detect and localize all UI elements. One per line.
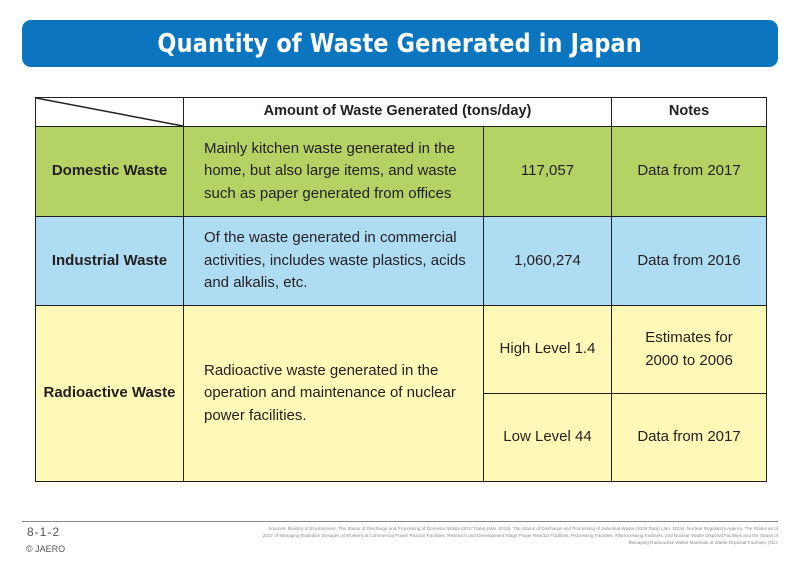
header-notes: Notes xyxy=(612,98,767,127)
corner-cell xyxy=(36,98,184,127)
amount-cell: High Level 1.4 xyxy=(484,306,612,394)
sources-text: Sources: Ministry of Environment, The Status of Discharge and Processing of Domestic Waste (2017 Data) (Mar. 2019), The Status of Discharge and Processing of Industrial Waste (2016 Data) (Jan. 2019), Nuclear Regulatory Agency, The Status as of 2017 of Managing Radiation Dosages of Workers at Commercial Power Reactor Facilities, Research and Development Stage Power Reactor Facilities, Processing Facilities, Reprocessing Facilities, and Nuclear Waste Disposal Facilities and the Status of Managing Radioactive Waste Materials at Waste Disposal Facilities, (Oct. xyxy=(262,526,778,545)
page-number: 8-1-2 xyxy=(27,525,61,539)
header-amount: Amount of Waste Generated (tons/day) xyxy=(184,98,612,127)
category-cell: Radioactive Waste xyxy=(36,306,184,482)
note-cell: Data from 2017 xyxy=(612,394,767,482)
page-title: Quantity of Waste Generated in Japan xyxy=(157,28,643,59)
description-cell: Of the waste generated in commercial activities, includes waste plastics, acids and alkalis, etc. xyxy=(184,217,484,306)
note-cell: Estimates for 2000 to 2006 xyxy=(612,306,767,394)
copyright: © JAERO xyxy=(26,544,66,554)
note-cell: Data from 2017 xyxy=(612,127,767,217)
amount-cell: Low Level 44 xyxy=(484,394,612,482)
amount-cell: 1,060,274 xyxy=(484,217,612,306)
category-cell: Domestic Waste xyxy=(36,127,184,217)
description-cell: Radioactive waste generated in the operation and maintenance of nuclear power facilities. xyxy=(184,306,484,482)
category-cell: Industrial Waste xyxy=(36,217,184,306)
amount-cell: 117,057 xyxy=(484,127,612,217)
description-cell: Mainly kitchen waste generated in the home, but also large items, and waste such as paper generated from offices xyxy=(184,127,484,217)
table-row-radioactive-high xyxy=(36,306,767,394)
note-cell: Data from 2016 xyxy=(612,217,767,306)
diagonal-line xyxy=(36,98,183,126)
waste-table xyxy=(35,97,767,482)
footer-divider xyxy=(22,521,778,522)
header-row xyxy=(36,98,767,127)
title-banner xyxy=(22,20,778,67)
table-row-domestic xyxy=(36,127,767,217)
table-row-industrial xyxy=(36,217,767,306)
